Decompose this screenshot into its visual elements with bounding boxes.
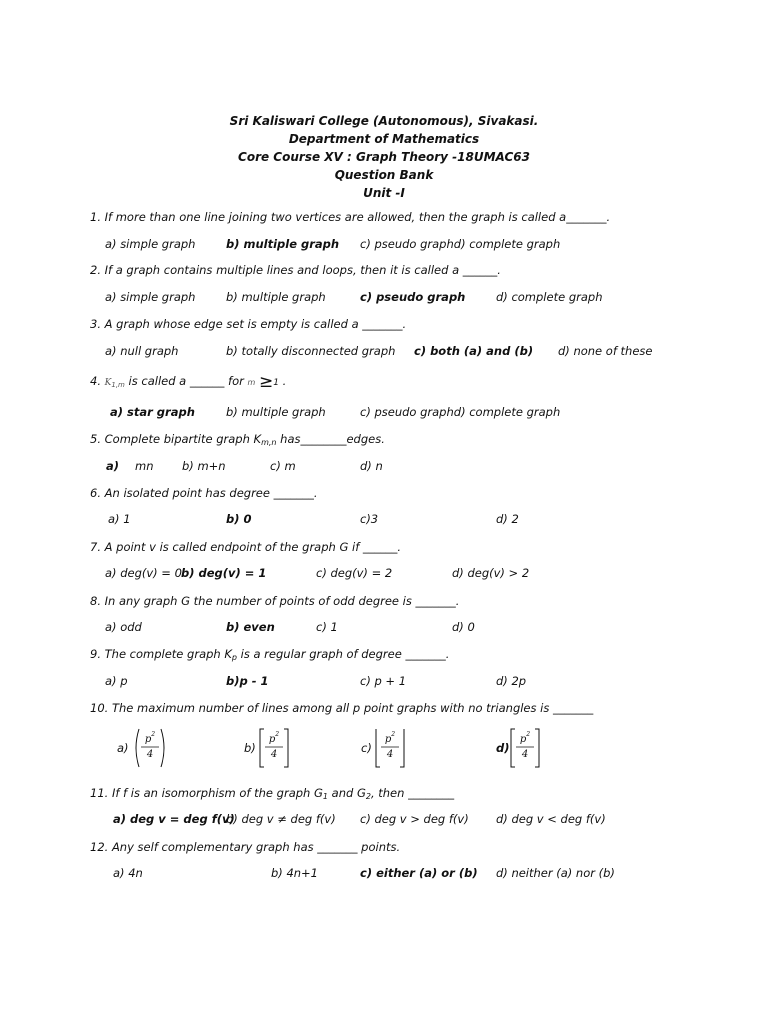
q10-option-b-fraction bbox=[257, 727, 291, 769]
q11-text-a: 11. If f is an isomorphism of the graph G bbox=[90, 786, 323, 800]
q11-option-a: a) deg v = deg f(v) bbox=[113, 812, 235, 826]
q11-option-b: b) deg v ≠ deg f(v) bbox=[226, 812, 336, 826]
q10-a-numerator: $p^2$ bbox=[144, 731, 156, 745]
question-10: 10. The maximum number of lines among all p point graphs with no triangles is _______ bbox=[90, 701, 594, 715]
q6-option-d: d) 2 bbox=[496, 512, 519, 526]
q8-option-a: a) odd bbox=[105, 620, 142, 634]
q2-option-a: a) simple graph bbox=[105, 290, 196, 304]
q1-option-cd: c) pseudo graphd) complete graph bbox=[360, 237, 561, 251]
q7-option-b: b) deg(v) = 1 bbox=[181, 566, 267, 580]
q11-subscript-2: 2 bbox=[365, 792, 371, 801]
q4-option-b: b) multiple graph bbox=[226, 405, 326, 419]
q6-option-b: b) 0 bbox=[226, 512, 252, 526]
q1-option-a: a) simple graph bbox=[105, 237, 196, 251]
q10-option-d: d) bbox=[496, 741, 510, 755]
q2-option-b: b) multiple graph bbox=[226, 290, 326, 304]
q11-subscript-1: 1 bbox=[322, 792, 328, 801]
q8-option-c: c) 1 bbox=[316, 620, 338, 634]
question-8: 8. In any graph G the number of points of odd degree is _______. bbox=[90, 594, 460, 608]
q10-d-numerator: $p^2$ bbox=[519, 731, 531, 745]
q9-option-b: b)p - 1 bbox=[226, 674, 269, 688]
q10-option-c-fraction bbox=[373, 727, 407, 769]
q4-geq-symbol: ≥ bbox=[258, 372, 274, 392]
q9-subscript: p bbox=[231, 653, 237, 662]
q2-option-d: d) complete graph bbox=[496, 290, 603, 304]
q4-number: 4. bbox=[90, 374, 105, 388]
q10-option-c: c) bbox=[361, 741, 372, 755]
q1-option-b: b) multiple graph bbox=[226, 237, 340, 251]
q8-option-b: b) even bbox=[226, 620, 275, 634]
q4-text: is called a ______ for bbox=[124, 374, 248, 388]
q11-option-d: d) deg v < deg f(v) bbox=[496, 812, 606, 826]
q4-k-subscript: 1,m bbox=[111, 381, 125, 389]
q12-option-d: d) neither (a) nor (b) bbox=[496, 866, 615, 880]
q9-text-b: is a regular graph of degree _______. bbox=[236, 647, 450, 661]
q5-text-a: 5. Complete bipartite graph K bbox=[90, 432, 262, 446]
q12-option-b: b) 4n+1 bbox=[271, 866, 318, 880]
q2-option-c: c) pseudo graph bbox=[360, 290, 466, 304]
question-12: 12. Any self complementary graph has _______ points. bbox=[90, 840, 401, 854]
q9-option-c: c) p + 1 bbox=[360, 674, 407, 688]
q5-option-d: d) n bbox=[360, 459, 383, 473]
q10-d-denominator: 4 bbox=[521, 749, 529, 760]
q9-text-a: 9. The complete graph K bbox=[90, 647, 232, 661]
q10-c-denominator: 4 bbox=[386, 749, 394, 760]
q7-option-a: a) deg(v) = 0 bbox=[105, 566, 182, 580]
q12-option-a: a) 4n bbox=[113, 866, 143, 880]
q8-option-d: d) 0 bbox=[452, 620, 475, 634]
question-4: 4. K1,m is called a ______ for m ≥1 . bbox=[90, 372, 287, 392]
question-11 bbox=[90, 786, 454, 801]
q11-option-c: c) deg v > deg f(v) bbox=[360, 812, 469, 826]
q10-option-b: b) bbox=[244, 741, 256, 755]
q5-subscript: m,n bbox=[261, 438, 277, 447]
q4-option-cd: c) pseudo graphd) complete graph bbox=[360, 405, 561, 419]
q5-text-b: has________edges. bbox=[276, 432, 385, 446]
q3-option-b: b) totally disconnected graph bbox=[226, 344, 396, 358]
document-header bbox=[0, 112, 768, 202]
q9-option-d: d) 2p bbox=[496, 674, 527, 688]
q9-option-a: a) p bbox=[105, 674, 128, 688]
document-title: Question Bank bbox=[334, 168, 434, 182]
q5-option-a: a) bbox=[106, 459, 120, 473]
question-7: 7. A point v is called endpoint of the graph G if ______. bbox=[90, 540, 402, 554]
question-5 bbox=[90, 432, 385, 447]
q7-option-d: d) deg(v) > 2 bbox=[452, 566, 530, 580]
q7-option-c: c) deg(v) = 2 bbox=[316, 566, 393, 580]
q11-text-c: , then ________ bbox=[370, 786, 455, 800]
q6-option-a: a) 1 bbox=[108, 512, 131, 526]
q10-c-numerator: $p^2$ bbox=[384, 731, 396, 745]
course-title: Core Course XV : Graph Theory -18UMAC63 bbox=[238, 150, 530, 164]
unit-label: Unit -I bbox=[363, 186, 405, 200]
q5-option-c: c) m bbox=[270, 459, 296, 473]
q10-option-a: a) bbox=[117, 741, 129, 755]
q3-option-c: c) both (a) and (b) bbox=[414, 344, 534, 358]
q4-m-symbol: m bbox=[247, 378, 256, 387]
q10-option-d-fraction bbox=[508, 727, 542, 769]
q10-option-a-fraction bbox=[133, 727, 167, 769]
q3-option-d: d) none of these bbox=[558, 344, 653, 358]
q12-option-c: c) either (a) or (b) bbox=[360, 866, 478, 880]
q4-one: 1 bbox=[273, 378, 279, 388]
question-1: 1. If more than one line joining two vertices are allowed, then the graph is called a_______. bbox=[90, 210, 611, 224]
question-3: 3. A graph whose edge set is empty is called a _______. bbox=[90, 317, 407, 331]
q10-a-denominator: 4 bbox=[146, 749, 154, 760]
question-9 bbox=[90, 647, 449, 662]
department-name: Department of Mathematics bbox=[288, 132, 480, 146]
question-2: 2. If a graph contains multiple lines and loops, then it is called a ______. bbox=[90, 263, 501, 277]
q5-option-a-value: mn bbox=[135, 459, 154, 473]
q4-option-a: a) star graph bbox=[110, 405, 195, 419]
q10-b-denominator: 4 bbox=[270, 749, 278, 760]
college-name: Sri Kaliswari College (Autonomous), Sivakasi. bbox=[229, 114, 539, 128]
question-6: 6. An isolated point has degree _______. bbox=[90, 486, 318, 500]
q6-option-c: c)3 bbox=[360, 512, 379, 526]
q3-option-a: a) null graph bbox=[105, 344, 179, 358]
q5-option-b: b) m+n bbox=[182, 459, 226, 473]
q11-text-b: and G bbox=[328, 786, 366, 800]
q4-k-symbol: K bbox=[104, 378, 112, 388]
q10-b-numerator: $p^2$ bbox=[268, 731, 280, 745]
